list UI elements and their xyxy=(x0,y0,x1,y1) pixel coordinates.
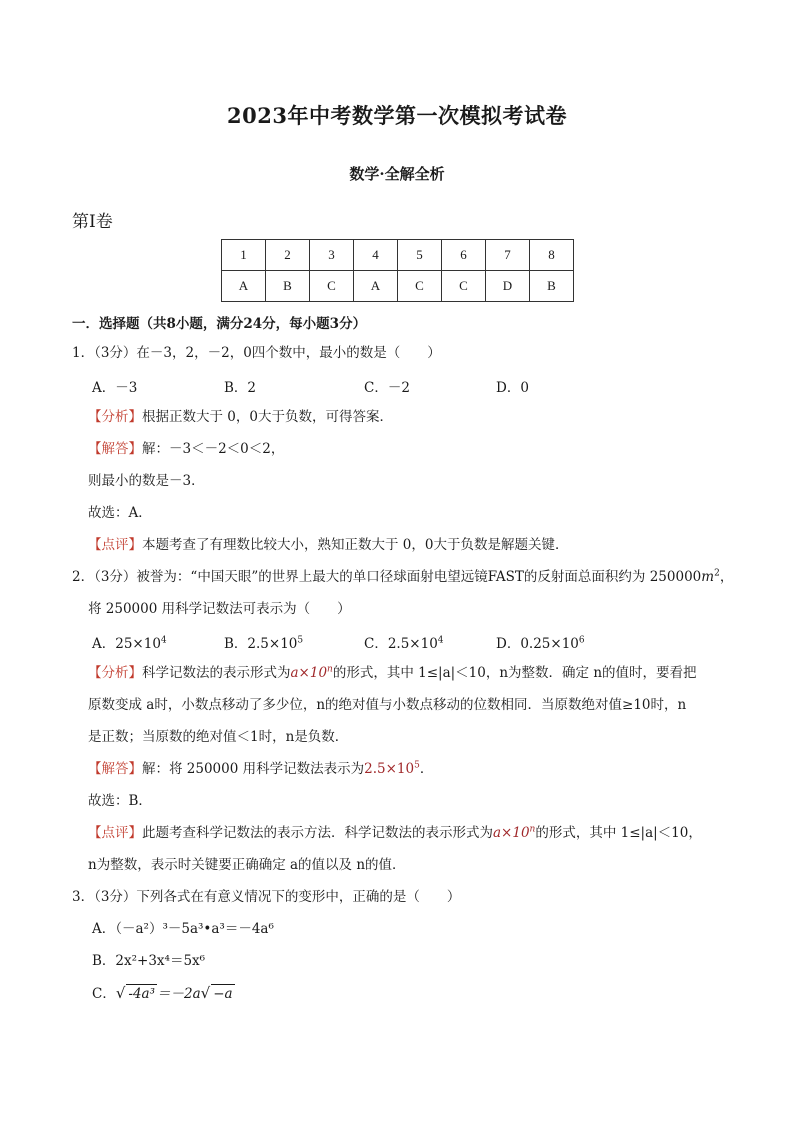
table-cell: 4 xyxy=(354,240,398,271)
sqrt-icon: √ xyxy=(115,984,126,1002)
table-cell: A xyxy=(222,271,266,302)
q1-stem: 1．（3分）在－3，2，－2，0四个数中，最小的数是（ ） xyxy=(72,345,441,361)
q1-analysis xyxy=(88,408,393,426)
answer-text: 解：将 250000 用科学记数法表示为 xyxy=(142,761,365,777)
q2-option-b xyxy=(224,632,303,652)
table-cell: 7 xyxy=(486,240,530,271)
comment-text: 本题考查了有理数比较大小，熟知正数大于 0，0大于负数是解题关键． xyxy=(142,537,569,553)
table-cell: D xyxy=(486,271,530,302)
q2-analysis-2: 原数变成 a时，小数点移动了多少位，n的绝对值与小数点移动的位数相同．当原数绝对值≥10时，n xyxy=(88,697,687,713)
table-cell: C xyxy=(442,271,486,302)
answer-label: 【解答】 xyxy=(88,761,142,777)
radicand: −a xyxy=(213,986,233,1002)
analysis-label: 【分析】 xyxy=(88,665,142,681)
analysis-text: 科学记数法的表示形式为 xyxy=(142,665,291,681)
stem-text: 2．（3分）被誉为：“中国天眼”的世界上最大的单口径球面射电望远镜FAST的反射面总面积约为 250000 xyxy=(72,569,702,585)
q1-option-a: A．－3 xyxy=(92,380,138,396)
option-exponent: 4 xyxy=(160,635,167,646)
option-exponent: 5 xyxy=(297,635,304,646)
answer-exponent: 5 xyxy=(414,760,420,771)
sqrt-icon: √ xyxy=(200,984,211,1002)
q2-analysis-1 xyxy=(88,664,697,682)
table-cell: B xyxy=(266,271,310,302)
table-cell: C xyxy=(398,271,442,302)
table-cell: 5 xyxy=(398,240,442,271)
formula-text: a×10 xyxy=(493,825,530,841)
analysis-text: 的形式，其中 1≤|a|＜10，n为整数．确定 n的值时，要看把 xyxy=(332,665,697,681)
option-exponent: 6 xyxy=(578,635,585,646)
section-heading: 一．选择题（共8小题，满分24分，每小题3分） xyxy=(72,316,367,332)
option-text: A．25×10 xyxy=(92,636,161,652)
formula-exponent: n xyxy=(327,664,333,675)
radicand: -4a³ xyxy=(128,986,156,1002)
option-exponent: 4 xyxy=(437,635,444,646)
q1-option-d: D．0 xyxy=(496,380,529,396)
q2-comment-1 xyxy=(88,824,702,842)
q3-stem: 3．（3分）下列各式在有意义情况下的变形中，正确的是（ ） xyxy=(72,889,461,905)
answer-table-number-row xyxy=(222,240,574,271)
option-text: D．0.25×10 xyxy=(496,636,579,652)
q2-option-a xyxy=(92,632,167,652)
q1-option-c: C．－2 xyxy=(364,380,410,396)
page-title: 2023年中考数学第一次模拟考试卷 xyxy=(227,103,567,128)
q3-option-c xyxy=(92,984,235,1003)
q1-comment xyxy=(88,536,568,554)
q2-option-d xyxy=(496,632,585,652)
stem-end: ， xyxy=(719,569,734,585)
q2-stem-2: 将 250000 用科学记数法可表示为（ ） xyxy=(88,601,351,617)
q2-stem-1 xyxy=(72,568,733,586)
formula-text: a×10 xyxy=(290,665,328,681)
q1-answer-3: 故选：A． xyxy=(88,505,152,521)
q1-answer-2: 则最小的数是－3． xyxy=(88,473,205,489)
q1-answer-1 xyxy=(88,440,284,458)
table-cell: 3 xyxy=(310,240,354,271)
analysis-label: 【分析】 xyxy=(88,409,142,425)
table-cell: C xyxy=(310,271,354,302)
volume-label: 第Ⅰ卷 xyxy=(72,212,113,232)
q2-comment-2: n为整数，表示时关键要正确确定 a的值以及 n的值． xyxy=(88,857,406,873)
comment-label: 【点评】 xyxy=(88,825,142,841)
option-text: C．2.5×10 xyxy=(364,636,438,652)
table-cell: B xyxy=(530,271,574,302)
comment-text: 的形式，其中 1≤|a|＜10， xyxy=(535,825,702,841)
analysis-text: 根据正数大于 0，0大于负数，可得答案． xyxy=(142,409,393,425)
answer-value: 2.5×10 xyxy=(364,761,415,777)
table-cell: 1 xyxy=(222,240,266,271)
formula-exponent: n xyxy=(529,824,536,835)
table-cell: 8 xyxy=(530,240,574,271)
comment-label: 【点评】 xyxy=(88,537,142,553)
table-cell: 6 xyxy=(442,240,486,271)
answer-table-answer-row xyxy=(222,271,574,302)
page-subtitle: 数学·全解全析 xyxy=(349,165,445,183)
q2-analysis-3: 是正数；当原数的绝对值＜1时，n是负数． xyxy=(88,729,349,745)
table-cell: 2 xyxy=(266,240,310,271)
answer-text: 解：－3＜－2＜0＜2， xyxy=(142,441,285,457)
answer-end: ． xyxy=(419,761,434,777)
comment-text: 此题考查科学记数法的表示方法．科学记数法的表示形式为 xyxy=(142,825,493,841)
q3-option-a: A．（－a²）³－5a³•a³＝－4a⁶ xyxy=(92,921,274,937)
q1-option-b: B．2 xyxy=(224,380,257,396)
option-text: B．2.5×10 xyxy=(224,636,298,652)
unit-exponent: 2 xyxy=(714,568,720,579)
q2-answer-1 xyxy=(88,760,433,778)
option-text: C． xyxy=(92,986,116,1002)
table-cell: A xyxy=(354,271,398,302)
option-rhs: ＝－2a xyxy=(157,986,201,1002)
q2-answer-2: 故选：B． xyxy=(88,793,152,809)
q3-option-b: B．2x²+3x⁴＝5x⁶ xyxy=(92,953,206,969)
unit-text: m xyxy=(701,569,715,585)
answer-label: 【解答】 xyxy=(88,441,142,457)
answer-table xyxy=(221,239,574,302)
q2-option-c xyxy=(364,632,444,652)
